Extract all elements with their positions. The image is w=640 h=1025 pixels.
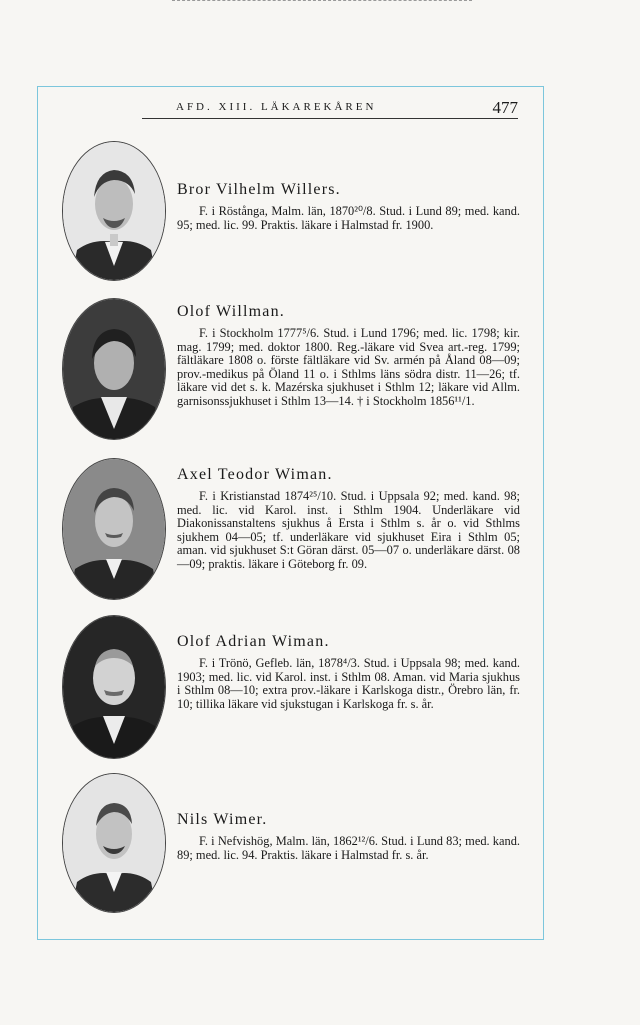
entry-text xyxy=(177,633,520,711)
entry-text xyxy=(177,303,520,409)
entry-text xyxy=(177,181,520,232)
page-number: 477 xyxy=(492,98,518,117)
person-name: Bror Vilhelm Willers. xyxy=(177,181,341,198)
biography-entry xyxy=(62,141,522,281)
portrait-photo xyxy=(62,141,166,281)
scan-edge-mark xyxy=(172,0,472,3)
entry-text xyxy=(177,466,520,572)
biography-entry xyxy=(62,773,522,913)
person-name: Axel Teodor Wiman. xyxy=(177,466,333,483)
running-title: AFD. XIII. LÄKAREKÅREN xyxy=(176,101,377,113)
header-rule xyxy=(142,118,518,119)
person-name: Olof Willman. xyxy=(177,303,285,320)
biography-text: F. i Stockholm 1777⁵/6. Stud. i Lund 1796; med. lic. 1798; kir. mag. 1799; med. doktor 1800. Reg.-läkare vid Svea art.-reg. 1799; fältläkare 1808 o. förste fältläkare vid Sv. armén på Åland 08—09; prov.-medikus på Öland 11 o. i Sthlms läns södra distr. 11—26; tf. läkare vid det s. k. Mazérska sjukhuset i Sthlm 12; läkare vid Allm. garnisonssjukhuset i Sthlm 13—14. † i Stockholm 1856¹¹/1. xyxy=(177,326,520,408)
biography-entry xyxy=(62,615,522,759)
portrait-photo xyxy=(62,458,166,600)
portrait-photo xyxy=(62,298,166,440)
portrait-photo xyxy=(62,773,166,913)
biography-text: F. i Trönö, Gefleb. län, 1878⁴/3. Stud. i Uppsala 98; med. kand. 1903; med. lic. vid Karol. inst. i Sthlm 08. Aman. vid Maria sjukhus i Sthlm 08—10; extra prov.-läkare i Karlskoga distr., Örebro län, fr. 10; tillika läkare vid sjukstugan i Karlskoga fr. s. år. xyxy=(177,656,520,711)
biography-entry xyxy=(62,458,522,600)
biography-text: F. i Kristianstad 1874²⁵/10. Stud. i Uppsala 92; med. kand. 98; med. lic. vid Karol. inst. i Sthlm 1904. Underläkare vid Diakonissanstaltens sjukhus å Ersta i Sthlm s. år o. vid Sthlms sjukhem 04—05; tf. underläkare vid sjukhuset Eira i Sthlm 05; aman. vid sjukhuset S:t Göran därst. 05—07 o. underläkare därst. 08—09; praktis. läkare i Göteborg fr. 09. xyxy=(177,489,520,571)
person-name: Olof Adrian Wiman. xyxy=(177,633,330,650)
biography-text: F. i Röstånga, Malm. län, 1870²⁰/8. Stud. i Lund 89; med. kand. 95; med. lic. 99. Praktis. läkare i Halmstad fr. 1900. xyxy=(177,204,520,232)
person-name: Nils Wimer. xyxy=(177,811,268,828)
portrait-photo xyxy=(62,615,166,759)
biography-entry xyxy=(62,298,522,440)
entry-text xyxy=(177,811,520,862)
biography-text: F. i Nefvishög, Malm. län, 1862¹²/6. Stud. i Lund 83; med. kand. 89; med. lic. 94. Praktis. läkare i Halmstad fr. s. år. xyxy=(177,834,520,862)
